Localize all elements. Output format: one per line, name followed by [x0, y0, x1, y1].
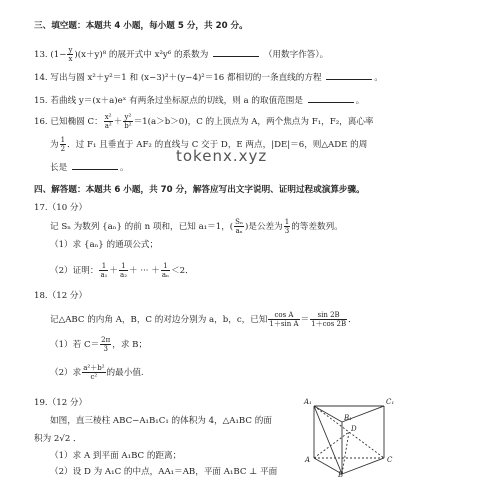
label-a1: A₁ [304, 398, 312, 406]
question-14 [34, 71, 383, 84]
q18-text-a: 记△ABC 的内角 A，B，C 的对边分别为 a，b，c，已知 [50, 315, 268, 325]
q16-text-d: ．过 F₁ 且垂直于 AF₂ 的直线与 C 交于 D，E 两点，|DE|＝6，则△ADE 的周 [67, 140, 368, 150]
q19-part-2: （2）设 D 为 A₁C 的中点，AA₁＝AB，平面 A₁BC ⊥ 平面 [50, 467, 278, 477]
q18-part-1 [50, 336, 147, 353]
q17-frac-sn-an [234, 218, 244, 235]
question-13 [34, 46, 328, 63]
label-b: B [338, 471, 344, 478]
q16-frac-y-num: y² [124, 113, 132, 121]
q17-term-1-den: a₁ [100, 271, 108, 279]
q18-heading: 18.（12 分） [34, 291, 88, 301]
q18-part-1-tail: ，求 B； [112, 340, 148, 350]
q16-frac-x-den: a² [104, 122, 112, 130]
q13-text: )(x＋y)⁸ 的展开式中 x²y⁶ 的系数为 [74, 50, 209, 60]
section-4-header: 四、解答题：本题共 6 小题，共 70 分，解答应写出文字说明、证明过程或演算步骤。 [34, 185, 365, 195]
label-c: C [387, 456, 393, 464]
q17-term-n [161, 262, 170, 279]
edge-b-c [342, 458, 384, 474]
q18-frac-right-num: sin 2B [310, 311, 347, 320]
question-16-line-3 [50, 161, 129, 174]
q18-part-2-label: （2）求 [50, 368, 82, 378]
q17-text-a: 记 Sₙ 为数列 {aₙ} 的前 n 项和，已知 a₁＝1， [50, 222, 230, 232]
q17-term-n-den: aₙ [161, 271, 170, 279]
q14-answer-blank [326, 71, 372, 80]
q14-post: 。 [374, 73, 383, 83]
q17-part-2-tail: ＜2． [171, 266, 194, 276]
q13-fraction [67, 46, 73, 63]
q17-part-2 [50, 262, 194, 279]
q16-frac-y-den: b² [124, 122, 132, 130]
q18-equals: ＝ [300, 315, 310, 325]
question-15 [34, 94, 364, 107]
q13-frac-den: x [68, 55, 73, 63]
q16-frac-half [60, 136, 66, 153]
q17-dots: ＋ ··· ＋ [129, 266, 160, 276]
q15-answer-blank [308, 94, 354, 103]
q16-plus: ＋ [113, 117, 123, 127]
q18-frac-angle-num: 2π [101, 336, 111, 344]
q17-heading: 17.（10 分） [34, 203, 88, 213]
q13-number: 13. [34, 50, 48, 60]
q19-part-1: （1）求 A 到平面 A₁BC 的距离； [50, 451, 182, 461]
q16-text-a: 已知椭圆 C： [50, 117, 103, 127]
q17-text-c: 的等差数列。 [291, 222, 343, 232]
q19-stem-line-2: 积为 2√2 ． [34, 434, 82, 444]
q18-frac-left-num: cos A [268, 311, 299, 320]
q15-number: 15. [34, 96, 48, 106]
q19-stem-line-1: 如图，直三棱柱 ABC−A₁B₁C₁ 的体积为 4，△A₁BC 的面 [50, 416, 272, 426]
q17-stem [50, 218, 343, 235]
q17-paren-open: ( [229, 222, 234, 232]
q18-part-2 [50, 364, 144, 381]
q13-answer-blank [213, 48, 259, 57]
label-b1: B₁ [344, 414, 352, 422]
q18-frac-ratio-num: a²＋b² [83, 364, 105, 372]
q16-text-c: 为 [50, 140, 59, 150]
section-3-header: 三、填空题：本题共 4 小题，每小题 5 分，共 20 分。 [34, 21, 248, 31]
q17-term-2-num: 1 [119, 262, 128, 271]
q17-frac-third-num: 1 [284, 218, 290, 226]
q18-part-2-tail: 的最小值. [106, 368, 144, 378]
q18-frac-ratio-den: c² [90, 373, 98, 381]
question-16-line-1 [34, 113, 374, 130]
q16-frac-half-num: 1 [60, 136, 66, 144]
q17-part-2-label: （2）证明： [50, 266, 99, 276]
q16-frac-half-den: 2 [60, 145, 66, 153]
q16-answer-blank [72, 161, 118, 170]
q16-frac-x [104, 113, 113, 130]
q18-part-1-label: （1）若 C＝ [50, 340, 100, 350]
q13-frac-num: y [68, 46, 73, 54]
q17-text-b: 是公差为 [248, 222, 283, 232]
q17-frac-third [284, 218, 290, 235]
q19-heading: 19.（12 分） [34, 398, 88, 408]
q16-text-e: 长是 [50, 163, 68, 173]
q16-post: 。 [119, 163, 129, 173]
q16-number: 16. [34, 117, 48, 127]
q16-frac-y [123, 113, 132, 130]
q18-text-b: ． [348, 315, 357, 325]
q15-text: 若曲线 y＝(x＋a)eˣ 有两条过坐标原点的切线，则 a 的取值范围是 [50, 96, 303, 106]
segment-a-d-hidden [314, 432, 349, 458]
q17-term-1 [99, 262, 108, 279]
q17-frac-an: aₙ [235, 227, 243, 235]
q17-plus: ＋ [109, 266, 119, 276]
q17-part-1: （1）求 {aₙ} 的通项公式； [50, 240, 159, 250]
q18-frac-left [268, 311, 299, 328]
label-d: D [351, 425, 357, 433]
prism-figure [302, 396, 398, 478]
q17-term-2 [119, 262, 128, 279]
q14-text: 写出与圆 x²＋y²＝1 和 (x−3)²＋(y−4)²＝16 都相切的一条直线的方程 [50, 73, 322, 83]
edge-a1-b1 [314, 406, 342, 422]
q18-frac-left-den: 1＋sin A [269, 320, 299, 328]
q17-term-1-num: 1 [99, 262, 108, 271]
q14-number: 14. [34, 73, 48, 83]
q18-frac-right [310, 311, 347, 328]
q16-frac-x-num: x² [104, 113, 112, 121]
q18-stem [50, 311, 357, 328]
watermark: tokenx.xyz [176, 147, 268, 165]
q17-frac-third-den: 3 [284, 227, 290, 235]
q18-frac-ratio [82, 364, 105, 381]
q13-post: （用数字作答）。 [263, 50, 329, 60]
q17-term-n-num: 1 [161, 262, 170, 271]
q18-frac-right-den: 1＋cos 2B [311, 320, 347, 328]
q16-text-b: ＝1(a＞b＞0)，C 的上顶点为 A，两个焦点为 F₁，F₂，离心率 [133, 117, 374, 127]
segment-d-b-hidden [342, 432, 349, 474]
q18-frac-angle-den: 3 [103, 345, 108, 353]
q17-term-2-den: a₂ [120, 271, 128, 279]
q13-pre: (1− [50, 50, 67, 60]
q17-frac-sn: Sₙ [235, 218, 243, 226]
label-a: A [305, 456, 311, 464]
label-c1: C₁ [386, 398, 395, 406]
q15-post: 。 [355, 96, 365, 106]
q18-frac-angle [100, 336, 111, 353]
q17-paren-close: ) [244, 222, 249, 232]
